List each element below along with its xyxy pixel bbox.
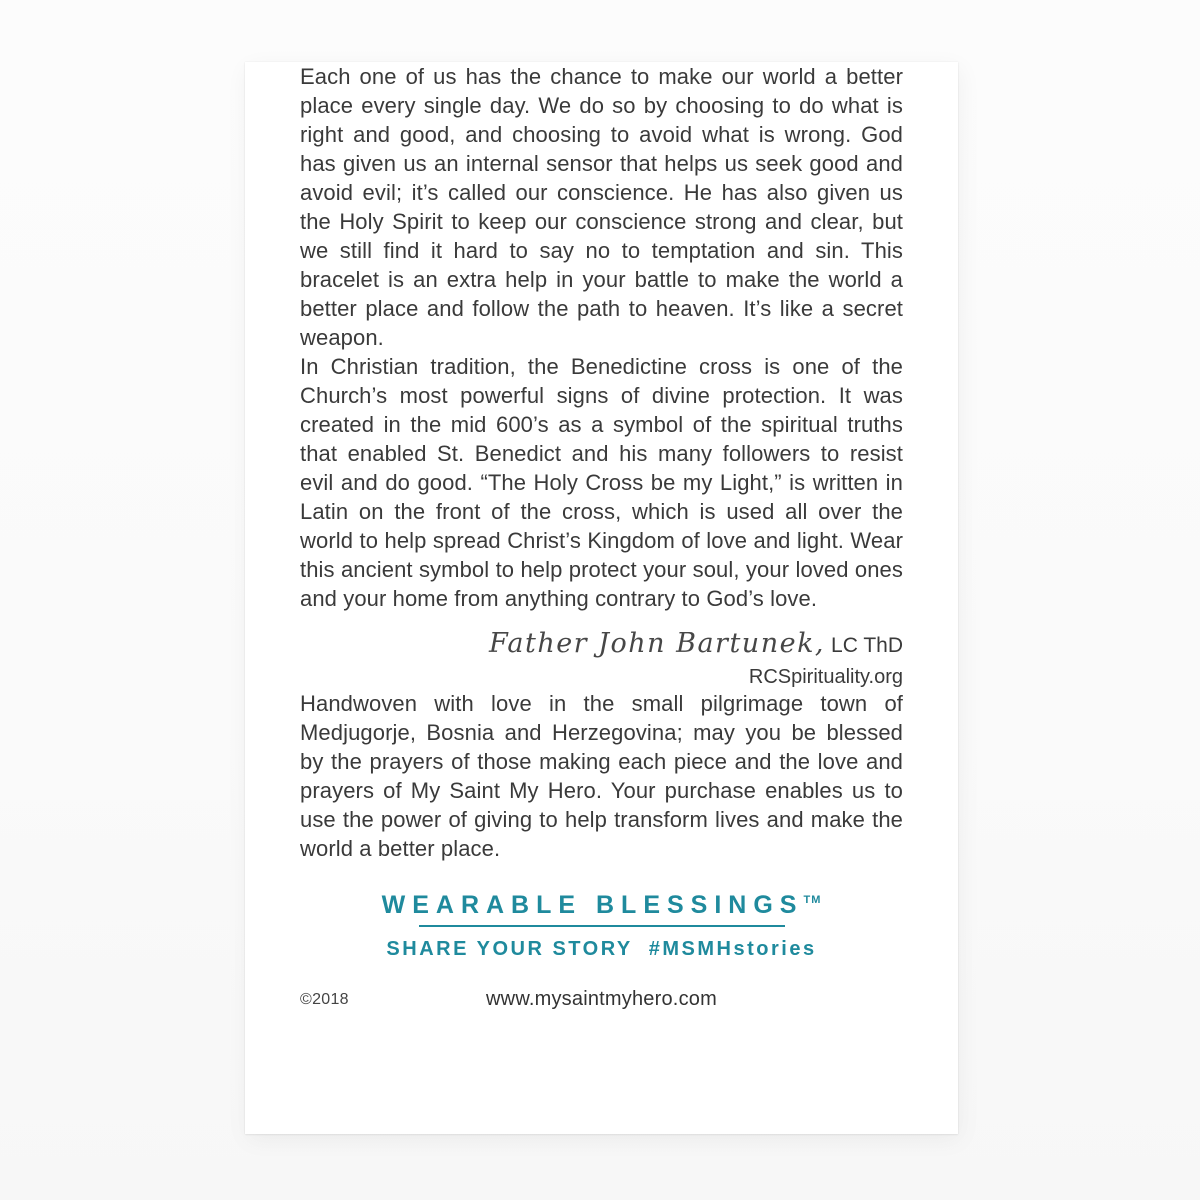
trademark-symbol: TM (803, 894, 822, 906)
signature-line (300, 627, 903, 665)
paragraph-benedictine-cross: In Christian tradition, the Benedictine cross is one of the Church’s most powerful signs of divine protection. It was created in the mid 600’s as a symbol of the spiritual truths that enabled St. Benedict and his many followers to resist evil and do good. “The Holy Cross be my Light,” is written in Latin on the front of the cross, which is used all over the world to help spread Christ’s Kingdom of love and light. Wear this ancient symbol to help protect your soul, your loved ones and your home from anything contrary to God’s love. (300, 354, 903, 611)
copyright-year: ©2018 (300, 991, 349, 1008)
card-footer (300, 988, 903, 1012)
signature-credentials: LC ThD (831, 634, 903, 657)
product-insert-card (245, 62, 958, 1134)
tagline-share-your-story: SHARE YOUR STORY (386, 938, 633, 960)
tagline-hashtag: #MSMHstories (648, 938, 817, 960)
signature-organization: RCSpirituality.org (748, 666, 903, 688)
brand-tagline (300, 936, 903, 962)
author-signature-block (300, 627, 903, 689)
paragraph-conscience-intro: Each one of us has the chance to make our world a better place every single day. We do so by choosing to do what is right and good, and choosing to avoid what is wrong. God has given us an internal sensor that helps us seek good and avoid evil; it’s called our conscience. He has also given us the Holy Spirit to keep our conscience strong and clear, but we still find it hard to say no to temptation and sin. This bracelet is an extra help in your battle to make the world a better place and follow the path to heaven. It’s like a secret weapon. (300, 64, 903, 350)
brand-divider-rule (419, 925, 785, 927)
brand-title-text: WEARABLE BLESSINGS (381, 891, 804, 919)
paragraph-handwoven-blessing: Handwoven with love in the small pilgrimage town of Medjugorje, Bosnia and Herzegovina; may you be blessed by the prayers of those making each piece and the love and prayers of My Saint My Hero. Your purchase enables us to use the power of giving to help transform lives and make the world a better place. (300, 691, 903, 861)
brand-block (300, 885, 903, 962)
website-url: www.mysaintmyhero.com (486, 988, 717, 1010)
card-content (300, 62, 903, 1012)
signature-name-script: Father John Bartunek, (488, 628, 826, 659)
brand-title (300, 885, 903, 920)
